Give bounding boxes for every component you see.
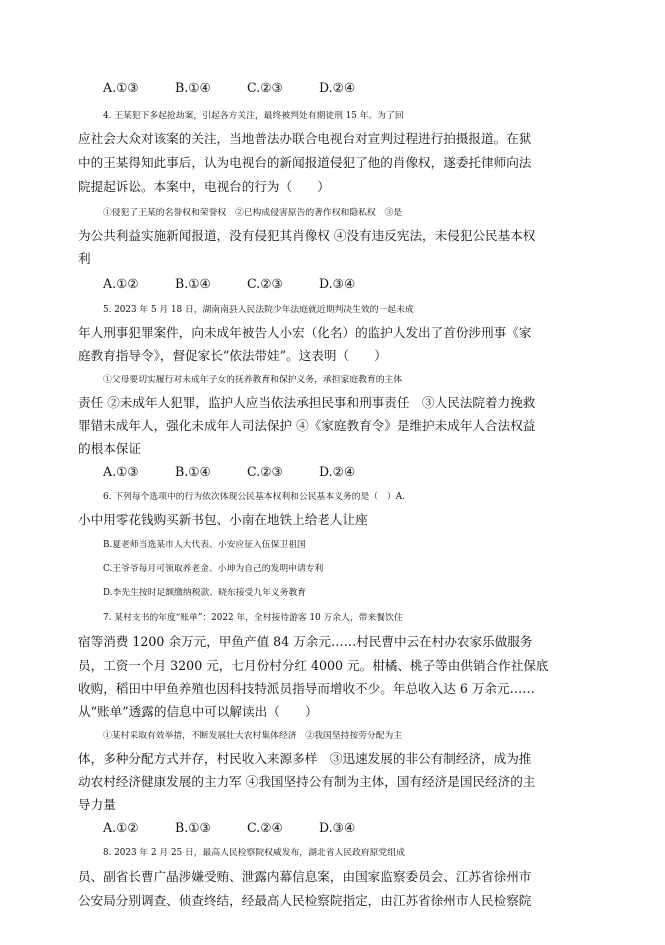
q7-options [103, 820, 355, 836]
q5-line-2: 年人刑事犯罪案件，向未成年被告人小宏（化名）的监护人发出了首份涉刑事《家 [78, 325, 532, 340]
q7-statement-3: 动农村经济健康发展的主力军 ④我国坚持公有制为主体，国有经济是国民经济的主 [78, 774, 536, 789]
q5-statement-1: ①父母要切实履行对未成年子女的抚养教育和保护义务，承担家庭教育的主体 [103, 375, 403, 385]
q4-line-3: 中的王某得知此事后，认为电视台的新闻报道侵犯了他的肖像权，遂委托律师向法 [78, 155, 532, 170]
q7-line-4: 收购，稻田中甲鱼养殖也因科技特派员指导而增收不少。年总收入达 6 万余元…… [78, 681, 535, 696]
q5-line-3: 庭教育指导令》，督促家长“依法带娃”。这表明（ ） [78, 348, 387, 363]
option-a: A.①② [103, 276, 139, 291]
option-c: C.②③ [247, 464, 283, 479]
q4-line-1: 4. 王某犯下多起抢劫案，引起各方关注，最终被判处有期徒刑 15 年。为了回 [103, 111, 404, 121]
q7-line-1: 7. 某村支书的年度“账单”：2022 年，全村接待游客 10 万余人，带来餐饮住 [103, 613, 403, 623]
option-c: C.②④ [247, 820, 283, 835]
option-b: B.①④ [175, 464, 211, 479]
q4-options [103, 276, 355, 292]
q4-statement-1: ①侵犯了王某的名誉权和荣誉权 ②已构成侵害原告的著作权和隐私权 ③是 [103, 208, 403, 218]
option-b: B.①③ [175, 820, 211, 835]
option-d: D.②④ [319, 464, 356, 479]
option-d: D.②④ [319, 80, 356, 95]
q5-statement-4: 的根本保证 [78, 441, 141, 456]
q7-line-2: 宿等消费 1200 余万元，甲鱼产值 84 万余元……村民曹中云在村办农家乐做服务 [78, 634, 533, 649]
q6-line-1: 6. 下列每个选项中的行为依次体现公民基本权利和公民基本义务的是（ ）A. [103, 492, 405, 502]
q4-statement-3: 利 [78, 251, 91, 266]
q6-choice-c: C.王爷爷每月可领取养老金、小坤为自己的发明申请专利 [103, 564, 324, 574]
option-b: B.①④ [175, 276, 211, 291]
q7-line-3: 员，工资一个月 3200 元，七月份村分红 4000 元。柑橘、桃子等由供销合作社保底 [78, 658, 549, 673]
q7-statement-2: 体，多种分配方式并存，村民收入来源多样 ③迅速发展的非公有制经济，成为推 [78, 751, 532, 766]
q5-options [103, 464, 355, 480]
option-d: D.③④ [319, 820, 356, 835]
option-c: C.②③ [247, 80, 283, 95]
q8-line-3: 公安局分别调查、侦查终结，经最高人民检察院指定，由江苏省徐州市人民检察院 [78, 893, 532, 908]
q4-line-2: 应社会大众对该案的关注，当地普法办联合电视台对宣判过程进行拍摄报道。在狱 [78, 131, 532, 146]
q6-choice-b: B.夏老师当选某市人大代表、小安应征入伍保卫祖国 [103, 540, 306, 550]
option-c: C.②③ [247, 276, 283, 291]
q8-line-2: 员、副省长曹广晶涉嫌受贿、泄露内幕信息案，由国家监察委员会、江苏省徐州市 [78, 869, 532, 884]
options-row [103, 80, 355, 96]
q5-line-1: 5. 2023 年 5 月 18 日，湖南南县人民法院少年法庭就近期判决生效的一起未成 [103, 305, 414, 315]
option-b: B.①④ [175, 80, 211, 95]
q8-line-1: 8. 2023 年 2 月 25 日，最高人民检察院权威发布，湖北省人民政府原党组成 [103, 848, 405, 858]
q5-statement-3: 罪错未成年人，强化未成年人司法保护 ④《家庭教育令》是维护未成年人合法权益 [78, 418, 536, 433]
option-a: A.①③ [103, 464, 139, 479]
option-a: A.①③ [103, 80, 139, 95]
q6-line-2: 小中用零花钱购买新书包、小南在地铁上给老人让座 [78, 512, 368, 527]
q4-line-4: 院提起诉讼。本案中，电视台的行为（ ） [78, 179, 330, 194]
q4-statement-2: 为公共利益实施新闻报道，没有侵犯其肖像权 ④没有违反宪法，未侵犯公民基本权 [78, 228, 536, 243]
option-a: A.①② [103, 820, 139, 835]
q5-statement-2: 责任 ②未成年人犯罪，监护人应当依法承担民事和刑事责任 ③人民法院着力挽救 [78, 395, 536, 410]
q7-statement-4: 导力量 [78, 797, 116, 812]
option-d: D.③④ [319, 276, 356, 291]
q6-choice-d: D.李先生按时足额缴纳税款、晓东接受九年义务教育 [103, 588, 307, 598]
q7-line-5: 从“账单”透露的信息中可以解读出（ ） [78, 704, 318, 719]
q7-statement-1: ①某村采取有效举措，不断发展壮大农村集体经济 ②我国坚持按劳分配为主 [103, 731, 403, 741]
